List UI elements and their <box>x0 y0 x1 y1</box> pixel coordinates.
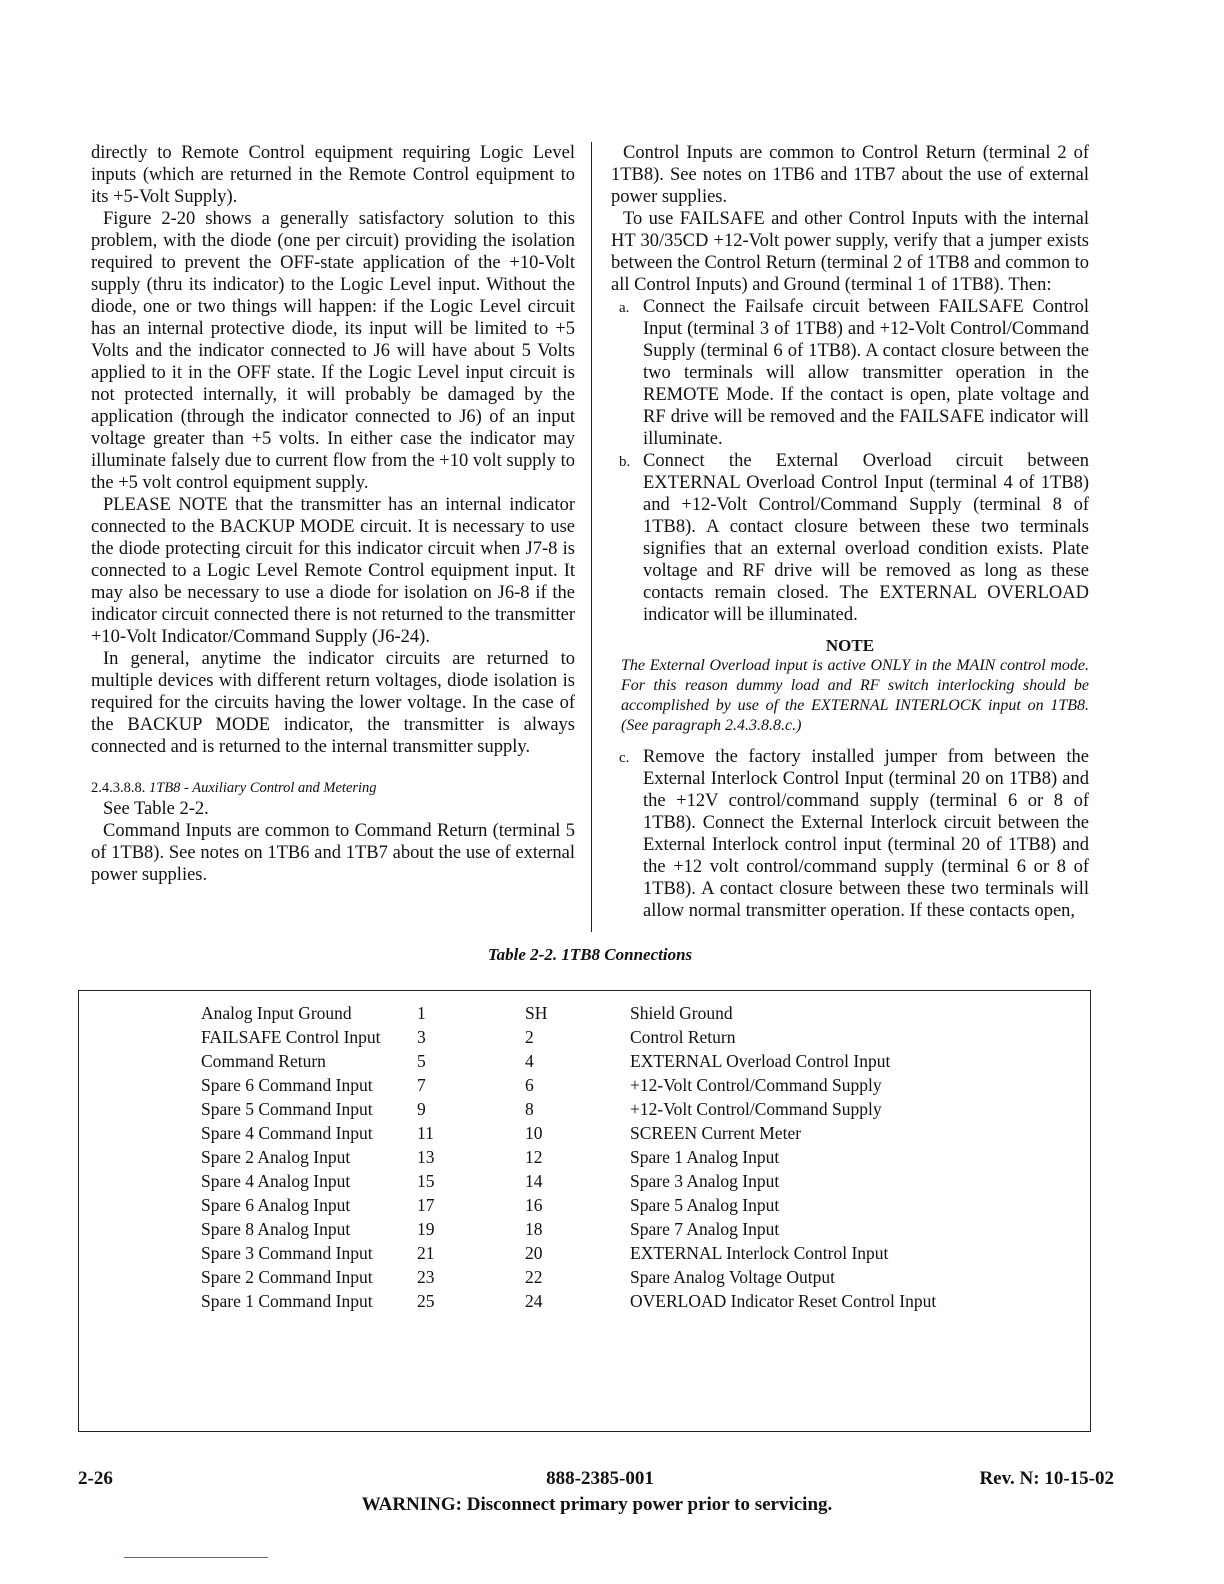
terminal-name-even: Spare 7 Analog Input <box>630 1219 780 1239</box>
terminal-name-even: Shield Ground <box>630 1003 733 1023</box>
terminal-name-even: Spare 1 Analog Input <box>630 1147 780 1167</box>
warning-text: WARNING: Disconnect primary power prior to servicing. <box>361 1494 833 1515</box>
table-row <box>79 1027 1090 1051</box>
table-row <box>79 1267 1090 1291</box>
terminal-name-odd: Spare 2 Analog Input <box>201 1147 351 1167</box>
terminal-number-even: 16 <box>525 1195 543 1215</box>
terminal-name-even: Spare 5 Analog Input <box>630 1195 780 1215</box>
section-heading <box>91 778 575 798</box>
terminal-number-even: 14 <box>525 1171 543 1191</box>
list-marker: c. <box>619 750 630 766</box>
paragraph: PLEASE NOTE that the transmitter has an internal indicator connected to the BACKUP MODE circuit. It is necessary to use the diode protecting circuit for this indicator circuit when J7-8 is connected to a Logic Level Remote Control equipment input. It may also be necessary to use a diode for isolation on J6-8 if the indicator circuit connected there is not returned to the transmitter +10-Volt Indicator/Command Supply (J6-24). <box>91 495 575 647</box>
terminal-number-even: 12 <box>525 1147 543 1167</box>
terminal-number-even: 2 <box>525 1027 534 1047</box>
terminal-number-odd: 3 <box>417 1027 426 1047</box>
table-row <box>79 1123 1090 1147</box>
terminal-number-even: 22 <box>525 1267 543 1287</box>
terminal-name-odd: Spare 8 Analog Input <box>201 1219 351 1239</box>
list-item-text: Remove the factory installed jumper from between the External Interlock Control Input (terminal 20 on 1TB8) and the +12V control/command supply (terminal 6 or 8 of 1TB8). Connect the External Interlock circuit between the External Interlock control input (terminal 20 of 1TB8) and the +12 volt control/command supply (terminal 6 or 8 of 1TB8). A contact closure between these two terminals will allow normal transmitter operation. If these contacts open, <box>643 747 1089 921</box>
section-see-reference: See Table 2-2. <box>103 799 209 819</box>
list-item <box>611 746 1089 922</box>
terminal-number-even: 18 <box>525 1219 543 1239</box>
terminal-name-even: +12-Volt Control/Command Supply <box>630 1075 882 1095</box>
page-number: 2-26 <box>78 1468 113 1489</box>
terminal-name-odd: Spare 4 Command Input <box>201 1123 373 1143</box>
terminal-name-even: OVERLOAD Indicator Reset Control Input <box>630 1291 937 1311</box>
note-title: NOTE <box>825 636 875 655</box>
terminal-name-odd: Spare 2 Command Input <box>201 1267 373 1287</box>
list-marker: a. <box>619 300 630 316</box>
terminal-number-odd: 19 <box>417 1219 435 1239</box>
terminal-number-odd: 7 <box>417 1075 426 1095</box>
table-row <box>79 1291 1090 1315</box>
table-row <box>79 1003 1090 1027</box>
terminal-name-odd: Analog Input Ground <box>201 1003 352 1023</box>
paragraph: To use FAILSAFE and other Control Inputs with the internal HT 30/35CD +12-Volt power supply, verify that a jumper exists between the Control Return (terminal 2 of 1TB8 and common to all Control Inputs) and Ground (terminal 1 of 1TB8). Then: <box>611 209 1089 295</box>
terminal-number-even: 20 <box>525 1243 543 1263</box>
table-row <box>79 1219 1090 1243</box>
terminal-number-even: 10 <box>525 1123 543 1143</box>
terminal-name-odd: FAILSAFE Control Input <box>201 1027 381 1047</box>
list-marker: b. <box>619 454 631 470</box>
terminal-name-even: Spare 3 Analog Input <box>630 1171 780 1191</box>
terminal-name-even: Control Return <box>630 1027 736 1047</box>
terminal-name-even: EXTERNAL Interlock Control Input <box>630 1243 889 1263</box>
terminal-number-odd: 17 <box>417 1195 435 1215</box>
paragraph: Control Inputs are common to Control Return (terminal 2 of 1TB8). See notes on 1TB6 and 1TB7 about the use of external power supplies. <box>611 143 1089 207</box>
table-row <box>79 1075 1090 1099</box>
terminal-name-even: EXTERNAL Overload Control Input <box>630 1051 891 1071</box>
revision: Rev. N: 10-15-02 <box>979 1468 1114 1489</box>
terminal-name-odd: Spare 6 Command Input <box>201 1075 373 1095</box>
terminal-name-odd: Spare 4 Analog Input <box>201 1171 351 1191</box>
terminal-number-odd: 13 <box>417 1147 435 1167</box>
terminal-number-odd: 25 <box>417 1291 435 1311</box>
terminal-number-odd: 11 <box>417 1123 434 1143</box>
terminal-name-even: SCREEN Current Meter <box>630 1123 802 1143</box>
list-item <box>611 450 1089 626</box>
terminal-number-odd: 9 <box>417 1099 426 1119</box>
section-title: 1TB8 - Auxiliary Control and Metering <box>149 780 377 796</box>
left-column <box>91 142 575 886</box>
list-item <box>611 296 1089 450</box>
terminal-name-odd: Spare 3 Command Input <box>201 1243 373 1263</box>
terminal-number-even: SH <box>525 1003 548 1023</box>
terminal-number-odd: 1 <box>417 1003 426 1023</box>
terminal-number-odd: 5 <box>417 1051 426 1071</box>
note-text: The External Overload input is active ONLY in the MAIN control mode. For this reason dummy load and RF switch interlocking should be accomplished by use of the EXTERNAL INTERLOCK input on 1TB8. (See paragraph 2.4.3.8.8.c.) <box>621 657 1089 734</box>
terminal-number-odd: 23 <box>417 1267 435 1287</box>
table-row <box>79 1243 1090 1267</box>
list-item-text: Connect the External Overload circuit between EXTERNAL Overload Control Input (terminal 4 of 1TB8) and +12-Volt Control/Command Supply (terminal 8 of 1TB8). A contact closure between these two terminals signifies that an external overload condition exists. Plate voltage and RF drive will be removed as long as these contacts remain closed. The EXTERNAL OVERLOAD indicator will be illuminated. <box>643 451 1089 625</box>
terminal-number-even: 4 <box>525 1051 534 1071</box>
table-row <box>79 1051 1090 1075</box>
terminal-name-odd: Command Return <box>201 1051 326 1071</box>
terminal-name-even: Spare Analog Voltage Output <box>630 1267 835 1287</box>
table-caption: Table 2-2. 1TB8 Connections <box>487 945 693 964</box>
terminal-number-even: 8 <box>525 1099 534 1119</box>
terminal-number-odd: 15 <box>417 1171 435 1191</box>
right-column <box>611 142 1089 922</box>
terminal-name-odd: Spare 5 Command Input <box>201 1099 373 1119</box>
table-row <box>79 1147 1090 1171</box>
terminal-name-odd: Spare 1 Command Input <box>201 1291 373 1311</box>
document-number: 888-2385-001 <box>546 1468 654 1489</box>
list-item-text: Connect the Failsafe circuit between FAILSAFE Control Input (terminal 3 of 1TB8) and +12-Volt Control/Command Supply (terminal 6 of 1TB8). A contact closure between the two terminals will allow transmitter operation in the REMOTE Mode. If the contact is open, plate voltage and RF drive will be removed and the FAILSAFE indicator will illuminate. <box>643 297 1089 449</box>
paragraph: Figure 2-20 shows a generally satisfactory solution to this problem, with the diode (one per circuit) providing the isolation required to prevent the OFF-state application of the +10-Volt supply (thru its indicator) to the Logic Level input. Without the diode, one or two things will happen: if the Logic Level circuit has an internal protective diode, its input will be limited to +5 Volts and the indicator connected to J6 will have about 5 Volts applied to it in the OFF state. If the Logic Level input circuit is not protected internally, it will probably be damaged by the application (through the indicator connected to J6) of an input voltage greater than +5 volts. In either case the indicator may illuminate falsely due to current flow from the +10 volt supply to the +5 volt control equipment supply. <box>91 209 575 493</box>
terminal-number-even: 24 <box>525 1291 543 1311</box>
paragraph: In general, anytime the indicator circuits are returned to multiple devices with different return voltages, diode isolation is required for the circuits having the lower voltage. In the case of the BACKUP MODE indicator, the transmitter is always connected and is returned to the internal transmitter supply. <box>91 649 575 757</box>
section-number: 2.4.3.8.8. <box>91 780 146 796</box>
scan-artifact-line <box>124 1557 268 1558</box>
paragraph: Command Inputs are common to Command Return (terminal 5 of 1TB8). See notes on 1TB6 and 1TB7 about the use of external power supplies. <box>91 821 575 885</box>
terminal-name-even: +12-Volt Control/Command Supply <box>630 1099 882 1119</box>
column-divider <box>591 142 592 932</box>
terminal-number-even: 6 <box>525 1075 534 1095</box>
terminal-name-odd: Spare 6 Analog Input <box>201 1195 351 1215</box>
table-row <box>79 1099 1090 1123</box>
table-row <box>79 1171 1090 1195</box>
connections-table <box>78 990 1091 1432</box>
paragraph: directly to Remote Control equipment requiring Logic Level inputs (which are returned in the Remote Control equipment to its +5-Volt Supply). <box>91 143 575 207</box>
table-row <box>79 1195 1090 1219</box>
terminal-number-odd: 21 <box>417 1243 435 1263</box>
